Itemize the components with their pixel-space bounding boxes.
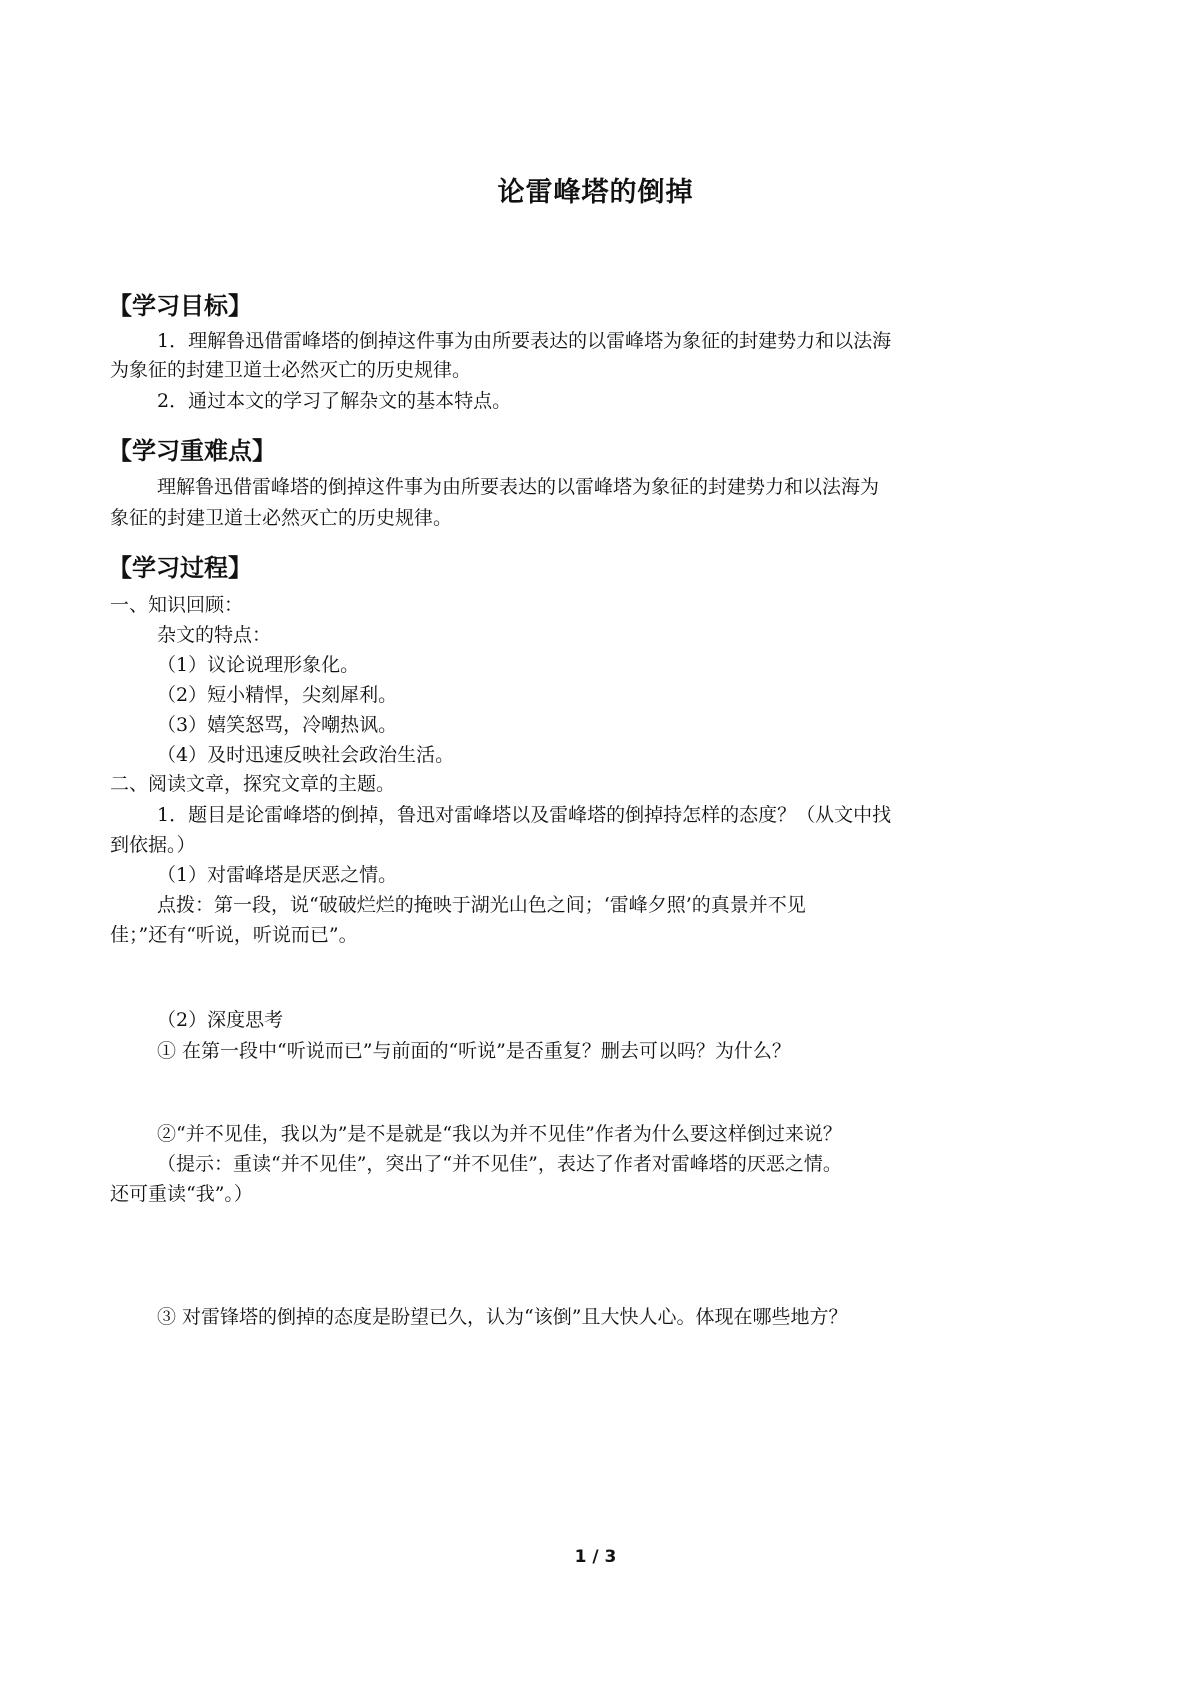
goal-item-1-line-2: 为象征的封建卫道士必然灭亡的历史规律。: [110, 359, 472, 381]
deep-question-2: ②“并不见佳，我以为”是不是就是“我以为并不见佳”作者为什么要这样倒过来说？: [157, 1123, 842, 1145]
deep-question-2-hint-line-1: （提示：重读“并不见佳”，突出了“并不见佳”，表达了作者对雷峰塔的厌恶之情。: [157, 1153, 842, 1175]
goal-item-2: 2．通过本文的学习了解杂文的基本特点。: [157, 390, 512, 412]
document-title: 论雷峰塔的倒掉: [497, 177, 694, 208]
feature-1: （1）议论说理形象化。: [157, 654, 360, 676]
question-1-line-1: 1．题目是论雷峰塔的倒掉，鲁迅对雷峰塔以及雷峰塔的倒掉持怎样的态度？（从文中找: [157, 804, 892, 826]
section-heading-key-points: 【学习重难点】: [108, 437, 276, 465]
goal-item-1-line-1: 1．理解鲁迅借雷峰塔的倒掉这件事为由所要表达的以雷峰塔为象征的封建势力和以法海: [157, 330, 892, 352]
feature-3: （3）嬉笑怒骂，冷嘲热讽。: [157, 714, 398, 736]
hint-1-line-1: 点拨：第一段，说“破破烂烂的掩映于湖光山色之间；‘雷峰夕照’的真景并不见: [157, 894, 806, 916]
answer-1: （1）对雷峰塔是厌恶之情。: [157, 864, 398, 886]
hint-1-line-2: 佳；”还有“听说，听说而已”。: [110, 924, 358, 946]
key-points-line-2: 象征的封建卫道士必然灭亡的历史规律。: [110, 507, 453, 529]
features-title: 杂文的特点：: [157, 624, 272, 646]
deep-question-2-hint-line-2: 还可重读“我”。）: [110, 1183, 253, 1205]
deep-question-1: ① 在第一段中“听说而已”与前面的“听说”是否重复？删去可以吗？为什么？: [157, 1040, 791, 1062]
section-heading-learning-goals: 【学习目标】: [108, 292, 252, 320]
section-heading-learning-process: 【学习过程】: [108, 554, 252, 582]
feature-4: （4）及时迅速反映社会政治生活。: [157, 744, 455, 766]
deep-question-3: ③ 对雷锋塔的倒掉的态度是盼望已久，认为“该倒”且大快人心。体现在哪些地方？: [157, 1306, 848, 1328]
key-points-line-1: 理解鲁迅借雷峰塔的倒掉这件事为由所要表达的以雷峰塔为象征的封建势力和以法海为: [157, 476, 880, 498]
deep-thinking-heading: （2）深度思考: [157, 1009, 284, 1031]
feature-2: （2）短小精悍，尖刻犀利。: [157, 684, 398, 706]
part-2-heading: 二、阅读文章，探究文章的主题。: [110, 773, 396, 795]
part-1-heading: 一、知识回顾：: [110, 594, 244, 616]
page-number: 1 / 3: [574, 1547, 617, 1567]
question-1-line-2: 到依据。）: [110, 834, 196, 856]
